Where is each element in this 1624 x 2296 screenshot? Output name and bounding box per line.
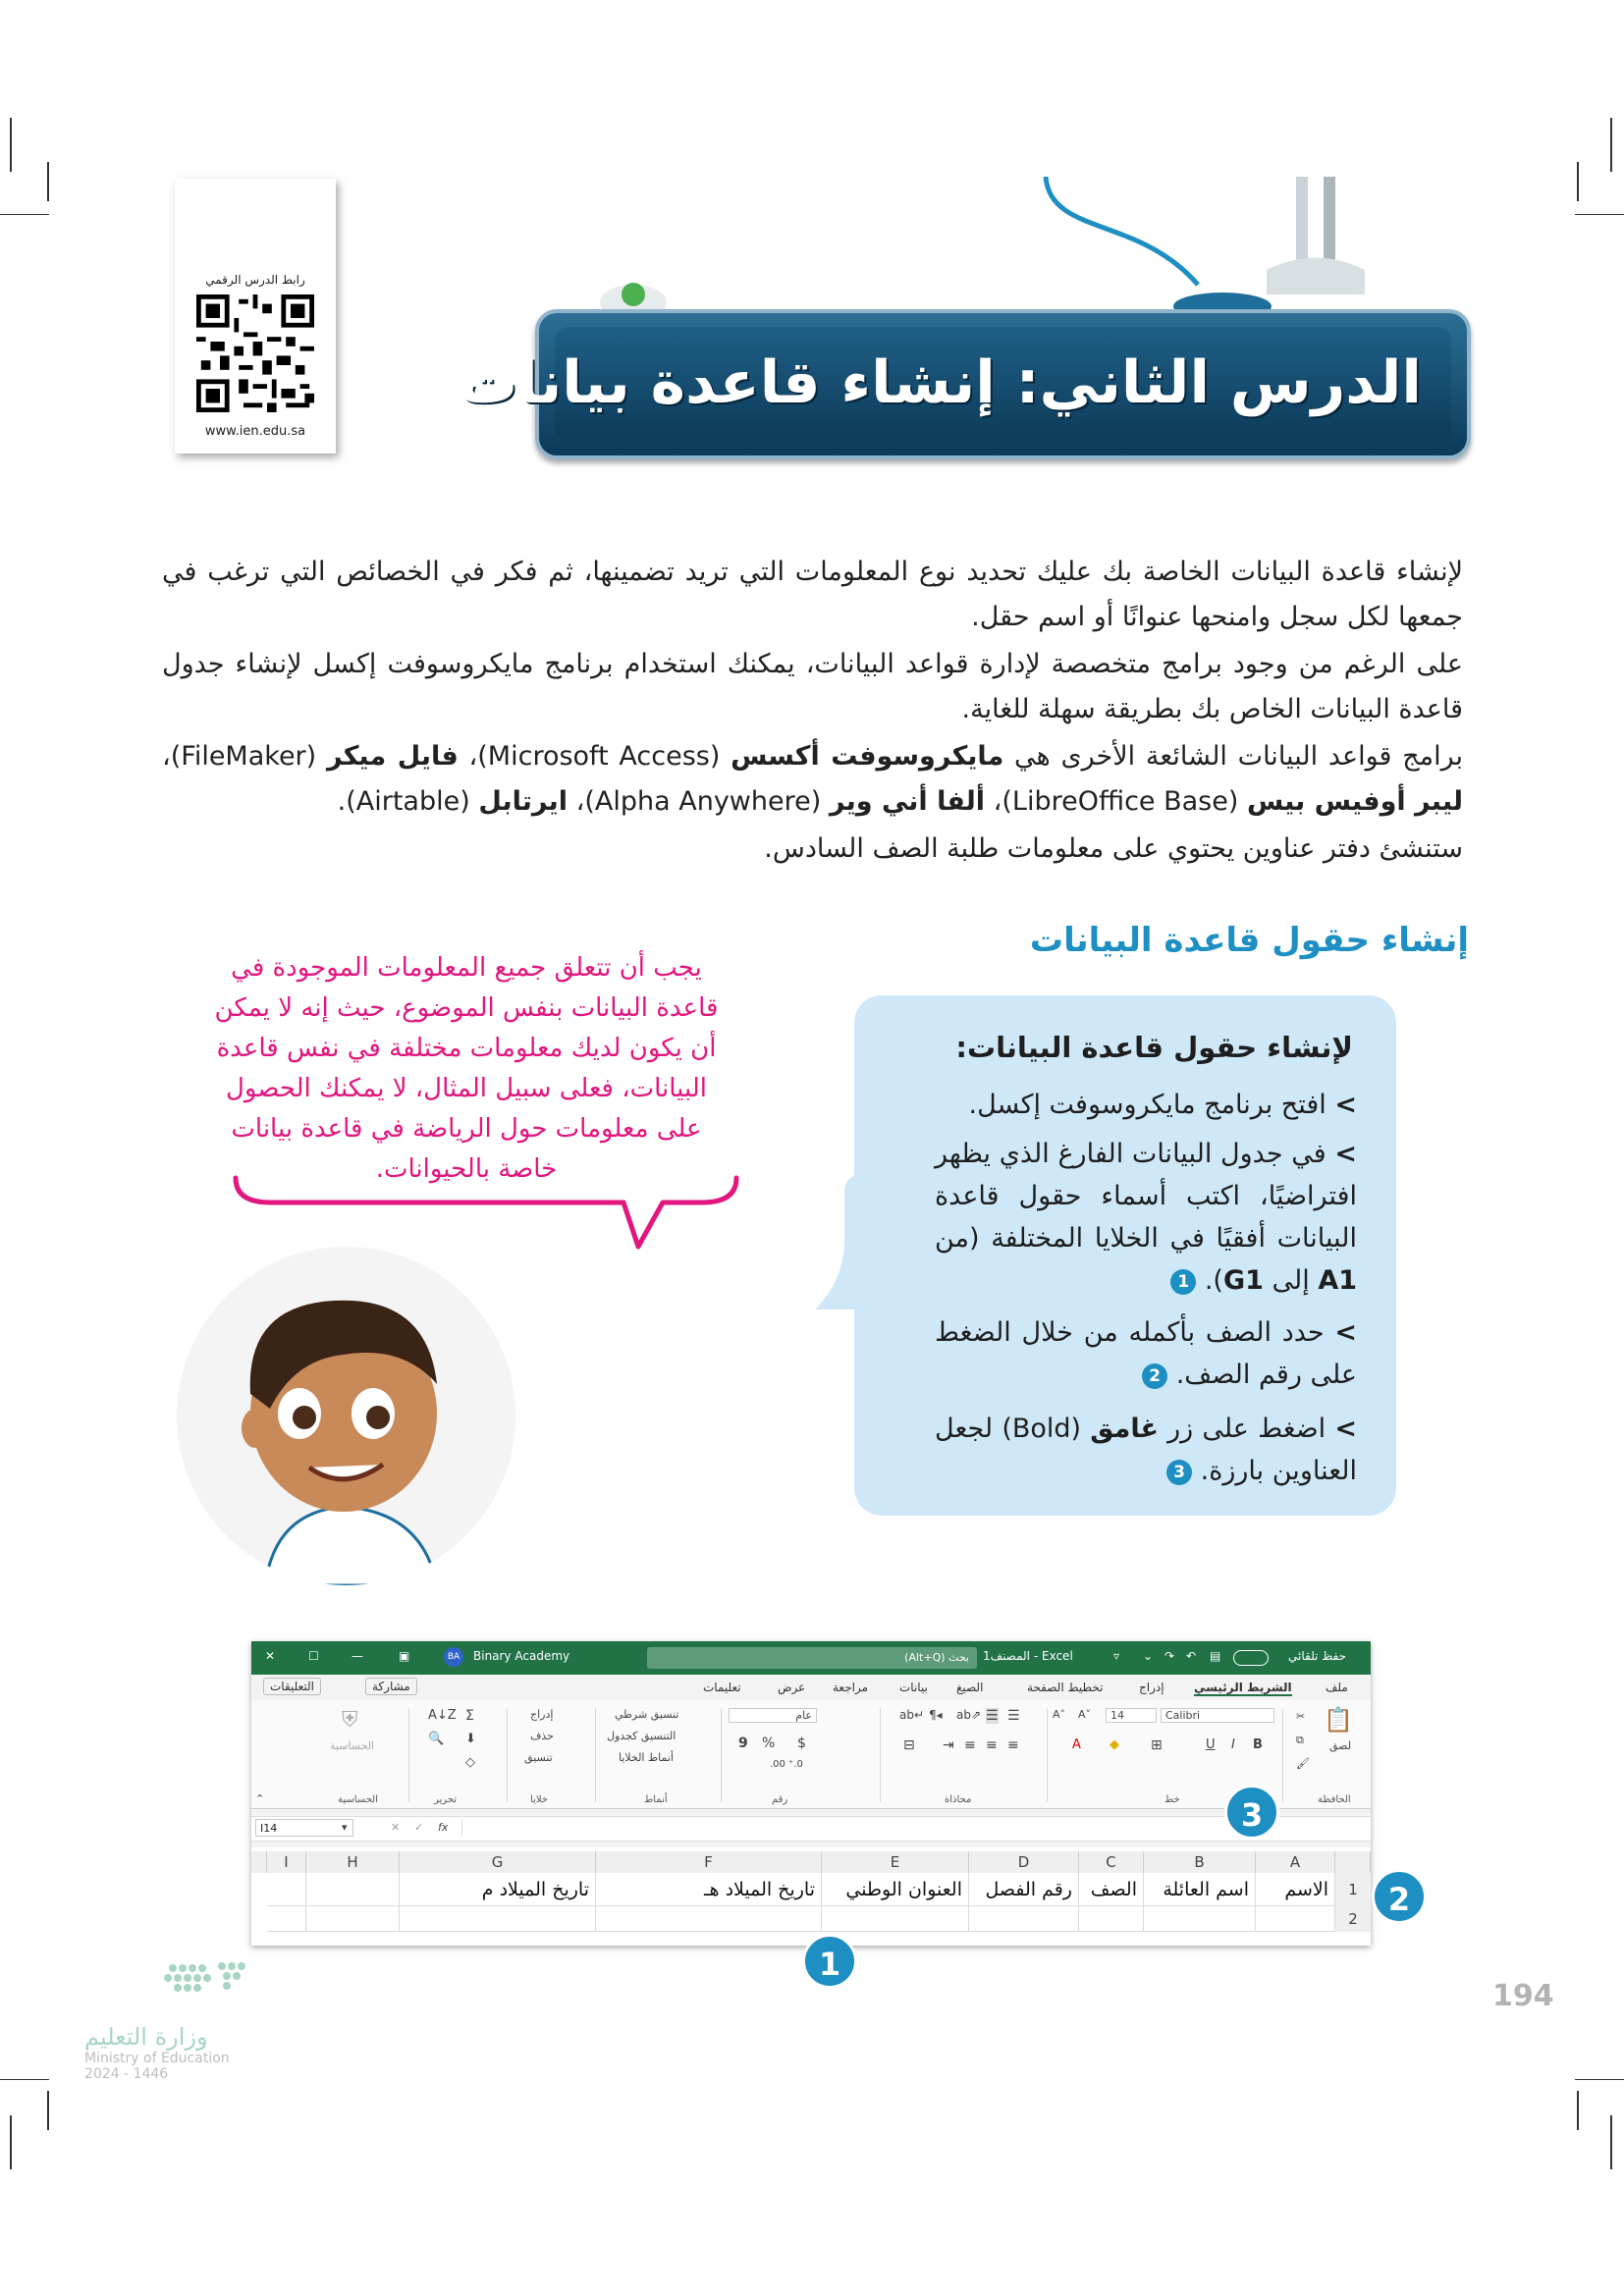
group-alignment: محاذاة [945, 1794, 972, 1805]
currency-icon[interactable]: $ [797, 1735, 806, 1751]
conditional-formatting-button[interactable]: تنسيق شرطي [615, 1708, 679, 1721]
text: (LibreOffice Base)، [985, 786, 1247, 817]
name-box[interactable]: I14 [255, 1819, 353, 1837]
page-number: 194 [1492, 1979, 1554, 2013]
crop-mark [1575, 214, 1624, 215]
column-header-H[interactable]: H [306, 1851, 400, 1873]
sensitivity-icon[interactable]: ⛨ [342, 1708, 358, 1733]
bold-term: غامق [1090, 1414, 1159, 1444]
text: إلى [1263, 1265, 1319, 1296]
step-number-badge: 1 [1170, 1269, 1196, 1295]
file-name: المصنف1 - Excel [983, 1649, 1073, 1663]
text: (Microsoft Access)، [458, 741, 731, 772]
tab-file[interactable]: ملف [1326, 1681, 1348, 1694]
decrease-font-icon[interactable]: A˅ [1078, 1708, 1092, 1721]
callout-1: 1 [802, 1934, 857, 1989]
cell-H1[interactable] [306, 1873, 400, 1906]
crop-mark [1577, 2091, 1579, 2130]
account-avatar[interactable]: BA [444, 1647, 463, 1667]
chevron-down-icon[interactable]: ▿ [1113, 1649, 1120, 1663]
column-header-G[interactable]: G [400, 1851, 596, 1873]
autosum-icon[interactable]: Σ [465, 1708, 474, 1724]
find-icon[interactable]: 🔍 [428, 1732, 445, 1746]
bullet-arrow-icon: > [1334, 1414, 1357, 1444]
cell-styles-button[interactable]: أنماط الخلايا [619, 1751, 674, 1764]
step-4 [935, 1408, 1357, 1492]
step-2 [935, 1133, 1357, 1302]
column-header-B[interactable]: B [1144, 1851, 1256, 1873]
banner-decoration [589, 177, 1424, 319]
format-as-table-button[interactable]: التنسيق كجدول [607, 1730, 677, 1742]
section-heading: إنشاء حقول قاعدة البيانات [1029, 921, 1469, 960]
qat-dropdown-icon[interactable]: ⌄ [1143, 1649, 1154, 1663]
intro-paragraph-2: على الرغم من وجود برامج متخصصة لإدارة قواعد البيانات، يمكنك استخدام برنامج مايكروسوفت إكسل لإنشاء جدول قاعدة البيانات الخاص بك بطريقة سهلة للغاية. [162, 649, 1463, 724]
callout-2: 2 [1372, 1869, 1427, 1924]
row-header-1[interactable]: 1 [1335, 1873, 1371, 1906]
cut-icon[interactable]: ✂ [1296, 1710, 1306, 1723]
ministry-year: 2024 - 1446 [84, 2066, 169, 2082]
group-font: خط [1164, 1794, 1180, 1805]
cell-row-2[interactable] [306, 1906, 400, 1932]
copy-icon[interactable]: ⧉ [1296, 1734, 1304, 1746]
crop-mark [1575, 2079, 1624, 2080]
cell-D1[interactable]: رقم الفصل [969, 1873, 1079, 1906]
excel-titlebar [251, 1641, 1371, 1675]
ministry-name-en: Ministry of Education [84, 2051, 230, 2066]
column-header-F[interactable]: F [596, 1851, 822, 1873]
qr-url[interactable]: www.ien.edu.sa [204, 424, 306, 439]
speech-bubble-tail-icon [231, 1173, 741, 1252]
crop-mark [1610, 2115, 1612, 2169]
cell-row-2[interactable] [400, 1906, 596, 1932]
autosave-label: حفظ تلقائي [1288, 1649, 1347, 1663]
undo-icon[interactable]: ↶ [1186, 1649, 1197, 1663]
step-text: حدد الصف بأكمله من خلال الضغط على رقم الصف. [935, 1317, 1357, 1390]
paste-icon[interactable]: 📋 [1324, 1706, 1353, 1734]
excel-menu [251, 1675, 1371, 1700]
title-banner-inner [458, 327, 1451, 442]
cell-row-2[interactable] [267, 1906, 306, 1932]
insert-cells-button[interactable]: إدراج [530, 1708, 554, 1721]
page-title: الدرس الثاني: إنشاء قاعدة بيانات [458, 348, 1422, 417]
steps-title: لإنشاء حقول قاعدة البيانات: [955, 1031, 1353, 1064]
save-icon[interactable]: ▤ [1210, 1649, 1221, 1663]
step-text: افتح برنامج مايكروسوفت إكسل. [968, 1090, 1326, 1120]
align-left-icon[interactable]: ≡ [964, 1737, 976, 1753]
align-center-icon[interactable]: ≡ [986, 1737, 998, 1753]
insert-function-icon[interactable]: fx [438, 1821, 449, 1834]
crop-mark [0, 2079, 49, 2080]
name-box-dropdown-icon[interactable]: ▾ [342, 1821, 348, 1834]
tab-data[interactable]: بيانات [899, 1681, 928, 1694]
group-number: رقم [772, 1794, 788, 1805]
cell-ref: G1 [1222, 1265, 1264, 1296]
crop-mark [47, 162, 49, 201]
maximize-icon[interactable]: ☐ [308, 1649, 319, 1663]
share-button[interactable]: مشاركة [365, 1678, 417, 1695]
percent-icon[interactable]: % [762, 1735, 776, 1751]
rtl-icon[interactable]: ¶◂ [929, 1708, 943, 1722]
align-top-icon[interactable]: ☰ [1007, 1708, 1020, 1724]
boy-character-icon [177, 1247, 515, 1585]
font-name-input[interactable]: Calibri [1161, 1708, 1274, 1723]
step-number-badge: 3 [1166, 1460, 1192, 1485]
qr-code-icon[interactable] [192, 294, 318, 412]
tab-review[interactable]: مراجعة [833, 1681, 869, 1694]
crop-mark [47, 2091, 49, 2130]
redo-icon[interactable]: ↷ [1164, 1649, 1175, 1663]
enter-icon[interactable]: ✓ [414, 1821, 424, 1834]
speech-text: يجب أن تتعلق جميع المعلومات الموجودة في قاعدة البيانات بنفس الموضوع، حيث إنه لا يمكن أن يكون لديك معلومات مختلفة في نفس قاعدة البيانات، فعلى سبيل المثال، لا يمكنك الحصول على معلومات حول الرياضة في قاعدة بيانات خاصة بالحيوانات. [214, 953, 719, 1184]
tab-formulas[interactable]: الصيغ [956, 1681, 984, 1694]
font-color-icon[interactable]: A [1072, 1737, 1081, 1752]
align-middle-icon[interactable]: ☰ [986, 1708, 999, 1724]
cell-row-2[interactable] [1144, 1906, 1256, 1932]
decimal-icon[interactable]: .00 ⁺.0 [770, 1759, 803, 1770]
ribbon-separator [721, 1708, 722, 1802]
crop-mark [10, 118, 12, 172]
comma-icon[interactable]: 9 [738, 1735, 748, 1751]
intro-paragraph-3 [162, 734, 1463, 825]
bold-button[interactable]: B [1253, 1737, 1263, 1752]
cell-A1[interactable]: الاسم [1256, 1873, 1335, 1906]
bullet-arrow-icon: > [1334, 1139, 1357, 1169]
format-cells-button[interactable]: تنسيق [524, 1751, 553, 1764]
select-all-corner[interactable] [1335, 1851, 1371, 1873]
crop-mark [1610, 118, 1612, 172]
fill-icon[interactable]: ⬇ [465, 1732, 476, 1746]
ministry-emblem-icon [84, 1958, 251, 2017]
title-banner [458, 309, 1471, 459]
cell-B1[interactable]: اسم العائلة [1144, 1873, 1256, 1906]
ribbon-separator [1047, 1708, 1048, 1802]
search-input[interactable]: بحث (Alt+Q) [647, 1647, 977, 1669]
term-libreoffice: ليبر أوفيس بيس [1246, 786, 1463, 817]
border-icon[interactable]: ⊞ [1151, 1737, 1163, 1753]
tab-help[interactable]: تعليمات [703, 1681, 741, 1694]
steps-box-tab [815, 1172, 874, 1309]
ribbon-display-icon[interactable]: ▣ [399, 1649, 410, 1663]
cell-row-2[interactable] [969, 1906, 1079, 1932]
tab-home[interactable]: الشريط الرئيسي [1194, 1681, 1292, 1694]
tab-view[interactable]: عرض [778, 1681, 806, 1694]
italic-button[interactable]: I [1231, 1737, 1235, 1752]
group-cells: خلايا [530, 1794, 548, 1805]
text: برامج قواعد البيانات الشائعة الأخرى هي [1003, 741, 1463, 772]
autosave-toggle[interactable] [1233, 1650, 1269, 1666]
ribbon-separator [880, 1708, 881, 1802]
group-clipboard: الحافظة [1318, 1794, 1351, 1805]
excel-ribbon [251, 1700, 1371, 1809]
qr-label: رابط الدرس الرقمي [205, 273, 305, 287]
underline-button[interactable]: U [1206, 1737, 1216, 1752]
cell-F1[interactable]: تاريخ الميلاد هـ [596, 1873, 822, 1906]
crop-mark [0, 214, 49, 215]
step-text: (Bold) لجعل العناوين بارزة. [935, 1414, 1357, 1486]
increase-font-icon[interactable]: A˄ [1053, 1708, 1066, 1721]
step-3 [935, 1311, 1357, 1396]
delete-cells-button[interactable]: حذف [530, 1730, 554, 1742]
term-airtable: ايرتابل [478, 786, 568, 817]
orientation-icon[interactable]: ab⇗ [956, 1708, 982, 1722]
step-1 [935, 1084, 1357, 1126]
intro-paragraph-1: لإنشاء قاعدة البيانات الخاصة بك عليك تحديد نوع المعلومات التي تريد تضمينها، ثم فكر في الخصائص التي ترغب في جمعها لكل سجل وامنحها عنوانًا أو اسم حقل. [162, 557, 1463, 632]
crop-mark [1577, 162, 1579, 201]
steps-box [854, 995, 1396, 1516]
collapse-ribbon-icon[interactable]: ⌃ [255, 1792, 265, 1805]
step-text: اضغط على زر [1158, 1414, 1326, 1444]
cell-C1[interactable]: الصف [1079, 1873, 1144, 1906]
cell-row-2[interactable] [596, 1906, 822, 1932]
worksheet-grid [251, 1847, 1371, 1946]
clear-icon[interactable]: ◇ [465, 1755, 475, 1770]
column-header-A[interactable]: A [1256, 1851, 1335, 1873]
term-alpha: ألفا أني وير [829, 786, 986, 817]
tab-insert[interactable]: إدراج [1139, 1681, 1164, 1694]
ministry-name-ar: وزارة التعليم [84, 2023, 208, 2051]
boy-character [177, 1247, 515, 1585]
column-header-I[interactable]: I [267, 1851, 306, 1873]
cell-G1[interactable]: تاريخ الميلاد م [400, 1873, 596, 1906]
intro-paragraph-4: ستنشئ دفتر عناوين يحتوي على معلومات طلبة الصف السادس. [764, 833, 1463, 864]
format-painter-icon[interactable]: 🖌 [1296, 1757, 1310, 1770]
text: (Alpha Anywhere)، [568, 786, 830, 817]
cell-E1[interactable]: العنوان الوطني [822, 1873, 969, 1906]
group-sensitivity: الحساسية [338, 1794, 379, 1805]
column-header-D[interactable]: D [969, 1851, 1079, 1873]
comments-button[interactable]: التعليقات [263, 1678, 321, 1695]
ribbon-separator [507, 1708, 508, 1802]
group-styles: أنماط [644, 1794, 668, 1805]
cell-I1[interactable] [267, 1873, 306, 1906]
indent-icon[interactable]: ⇥ [943, 1737, 954, 1753]
bullet-arrow-icon: > [1334, 1317, 1357, 1348]
column-header-C[interactable]: C [1079, 1851, 1144, 1873]
align-right-icon[interactable]: ≡ [1007, 1737, 1019, 1753]
merge-icon[interactable]: ⊟ [903, 1737, 915, 1753]
callout-3: 3 [1224, 1785, 1279, 1840]
paste-label[interactable]: لصق [1329, 1739, 1352, 1752]
qr-card[interactable] [175, 179, 336, 454]
wrap-text-icon[interactable]: ab↵ [899, 1708, 925, 1722]
term-access: مايكروسوفت أكسس [731, 741, 1004, 772]
group-editing: تحرير [434, 1794, 458, 1805]
column-header-E[interactable]: E [822, 1851, 969, 1873]
close-icon[interactable]: ✕ [265, 1649, 276, 1663]
account-name[interactable]: Binary Academy [473, 1649, 570, 1663]
font-size-input[interactable]: 14 [1106, 1708, 1157, 1723]
cell-row-2[interactable] [822, 1906, 969, 1932]
number-format-select[interactable]: عام [729, 1708, 817, 1723]
step-text: في جدول البيانات الفارغ الذي يظهر افتراضيًا، اكتب أسماء حقول قاعدة البيانات أفقيًا في الخلايا المختلفة (من [935, 1139, 1357, 1254]
cancel-icon[interactable]: ✕ [391, 1821, 401, 1834]
cell-ref: A1 [1318, 1265, 1357, 1296]
sensitivity-button[interactable]: الحساسية [330, 1739, 375, 1752]
ribbon-separator [408, 1708, 409, 1802]
ministry-logo [84, 1958, 251, 2082]
text: (FileMaker)، [162, 741, 327, 772]
row-header-2[interactable]: 2 [1335, 1906, 1371, 1932]
cell-row-2[interactable] [1256, 1906, 1335, 1932]
text: ). [1204, 1265, 1223, 1296]
ribbon-separator [595, 1708, 596, 1802]
formula-bar [251, 1816, 1371, 1842]
crop-mark [10, 2115, 12, 2169]
tab-page-layout[interactable]: تخطيط الصفحة [1027, 1681, 1104, 1694]
minimize-icon[interactable]: — [352, 1649, 363, 1663]
bullet-arrow-icon: > [1334, 1090, 1357, 1120]
text: (Airtable). [337, 786, 479, 817]
step-number-badge: 2 [1142, 1363, 1167, 1389]
term-filemaker: فايل ميكر [326, 741, 459, 772]
cell-row-2[interactable] [1079, 1906, 1144, 1932]
ribbon-separator [1282, 1708, 1283, 1802]
sort-filter-icon[interactable]: A↓Z [428, 1708, 457, 1723]
fill-color-icon[interactable]: ◆ [1110, 1737, 1119, 1752]
column-header[interactable] [251, 1851, 267, 1873]
excel-window [251, 1641, 1371, 1946]
